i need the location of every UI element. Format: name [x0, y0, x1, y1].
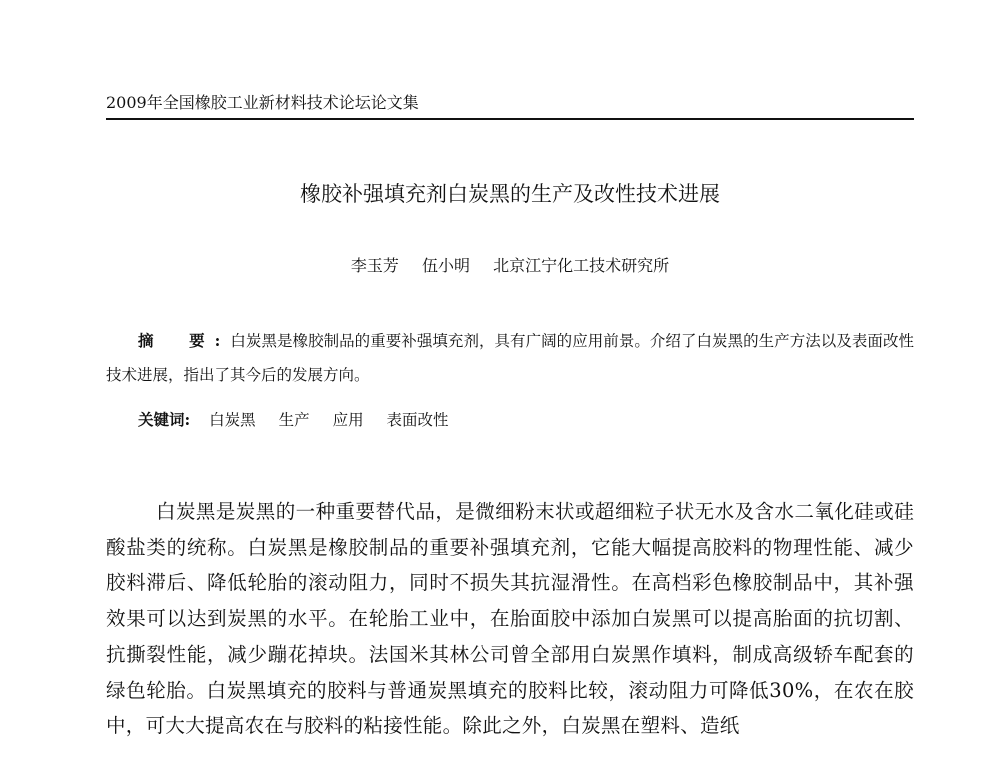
- paper-title: 橡胶补强填充剂白炭黑的生产及改性技术进展: [300, 182, 720, 206]
- keywords-label: 关键词:: [138, 410, 191, 429]
- body-paragraph: 白炭黑是炭黑的一种重要替代品，是微细粉末状或超细粒子状无水及含水二氧化硅或硅酸盐类的统称。白炭黑是橡胶制品的重要补强填充剂，它能大幅提高胶料的物理性能、减少胶料滞后、降低轮胎的滚动阻力，同时不损失其抗湿滑性。在高档彩色橡胶制品中，其补强效果可以达到炭黑的水平。在轮胎工业中，在胎面胶中添加白炭黑可以提高胎面的抗切割、抗撕裂性能，减少蹦花掉块。法国米其林公司曾全部用白炭黑作填料，制成高级轿车配套的绿色轮胎。白炭黑填充的胶料与普通炭黑填充的胶料比较，滚动阻力可降低30%，在农在胶中，可大大提高农在与胶料的粘接性能。除此之外，白炭黑在塑料、造纸: [106, 500, 914, 738]
- author-name: 伍小明: [421, 256, 470, 275]
- keywords: [138, 408, 914, 432]
- abstract: [106, 324, 914, 392]
- running-header: 2009年全国橡胶工业新材料技术论坛论文集: [106, 93, 419, 112]
- keyword: 应用: [332, 411, 364, 429]
- keyword: 表面改性: [386, 411, 449, 429]
- author-name: 李玉芳: [350, 256, 399, 275]
- header-rule: [106, 118, 914, 120]
- keyword: 白炭黑: [209, 411, 256, 429]
- abstract-text: 白炭黑是橡胶制品的重要补强填充剂，具有广阔的应用前景。介绍了白炭黑的生产方法以及表面改性技术进展，指出了其今后的发展方向。: [106, 332, 914, 384]
- keyword: 生产: [278, 411, 310, 429]
- affiliation: 北京江宁化工技术研究所: [493, 256, 670, 275]
- abstract-label: 摘 要:: [138, 331, 231, 350]
- author-line: [106, 255, 914, 277]
